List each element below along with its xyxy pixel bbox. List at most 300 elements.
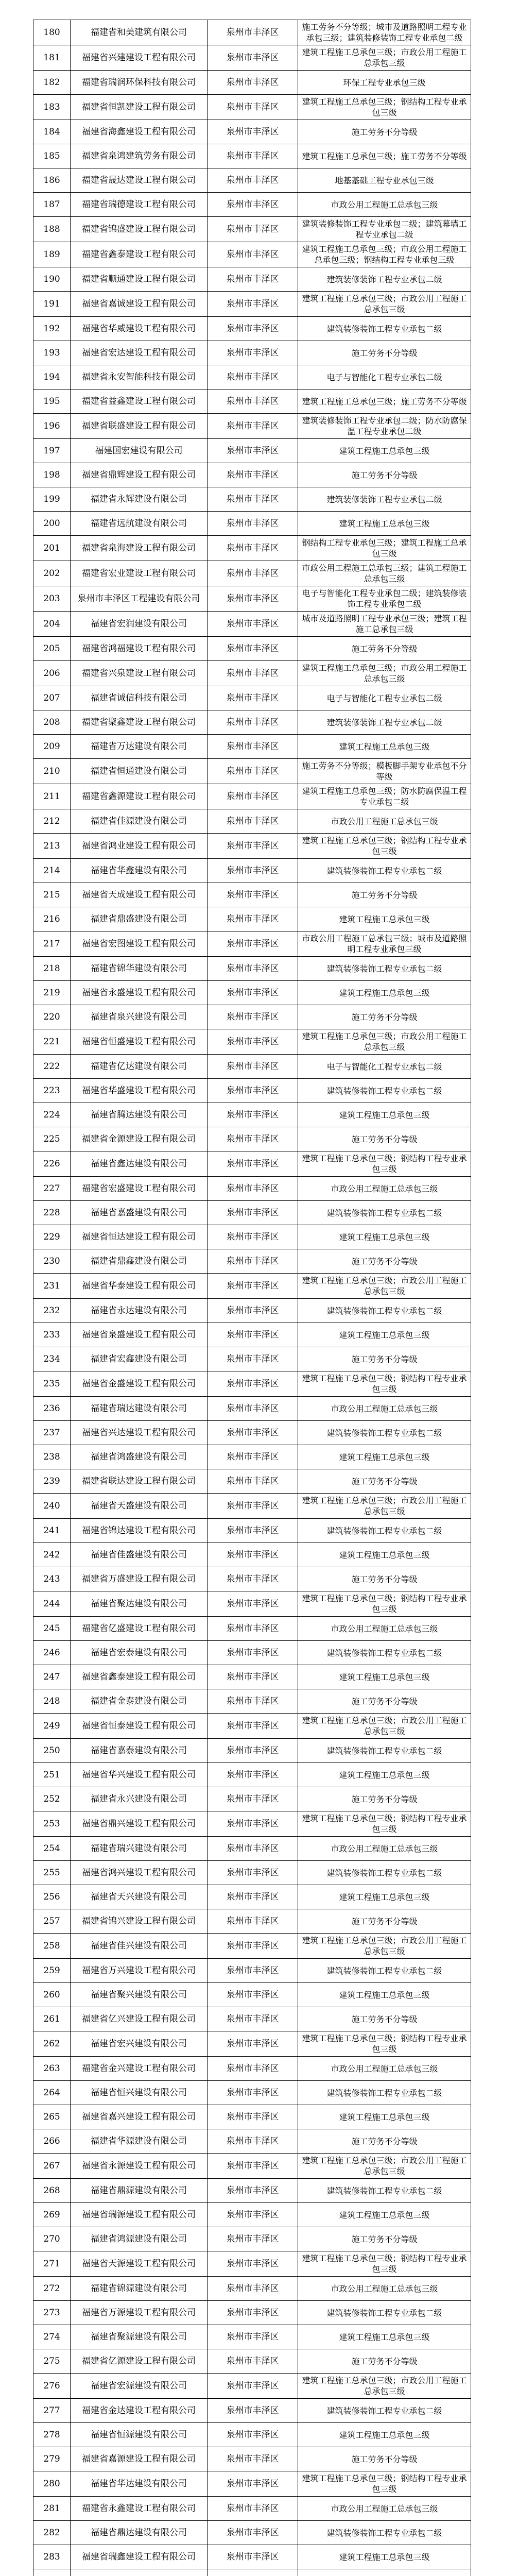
company-name: 福建省佳源建设有限公司	[71, 809, 208, 834]
row-number: 222	[33, 1055, 71, 1079]
table-row	[33, 120, 471, 144]
qualification-scope: 建筑工程施工总承包三级；市政公用工程施工总承包三级	[298, 45, 471, 71]
company-name: 福建省宏兴建设有限公司	[71, 2031, 208, 2057]
qualification-scope: 电子与智能化工程专业承包二级	[298, 365, 471, 389]
company-location: 泉州市丰泽区	[208, 1274, 298, 1299]
company-location: 泉州市丰泽区	[208, 536, 298, 561]
company-name: 福建省鼎兴建设工程有限公司	[71, 1811, 208, 1837]
qualification-scope	[298, 2569, 471, 2576]
row-number: 275	[33, 2349, 71, 2374]
row-number: 234	[33, 1347, 71, 1371]
qualification-scope: 建筑工程施工总承包三级；施工劳务不分等级	[298, 389, 471, 414]
row-number: 278	[33, 2423, 71, 2447]
company-name: 福建省嘉兴建设工程有限公司	[71, 2105, 208, 2129]
company-location: 泉州市丰泽区	[208, 463, 298, 487]
table-row	[33, 784, 471, 809]
table-row	[33, 561, 471, 586]
qualification-table	[33, 20, 471, 2576]
company-name: 福建省鼎鑫建设有限公司	[71, 1249, 208, 1274]
qualification-scope: 施工劳务不分等级	[298, 1567, 471, 1591]
table-row	[33, 612, 471, 637]
table-row	[33, 463, 471, 487]
qualification-scope: 建筑工程施工总承包三级；施工劳务不分等级	[298, 144, 471, 168]
qualification-scope: 施工劳务不分等级	[298, 341, 471, 365]
qualification-scope: 建筑工程施工总承包三级	[298, 1103, 471, 1127]
company-location: 泉州市丰泽区	[208, 1909, 298, 1934]
table-row	[33, 637, 471, 661]
table-row	[33, 1029, 471, 1055]
row-number: 213	[33, 834, 71, 859]
row-number: 251	[33, 1763, 71, 1787]
company-name: 福建省诚信科技有限公司	[71, 686, 208, 710]
qualification-scope: 建筑工程施工总承包三级；市政公用工程施工总承包三级	[298, 292, 471, 317]
table-row	[33, 1445, 471, 1469]
company-name: 福建省金泰建设有限公司	[71, 1689, 208, 1714]
row-number: 210	[33, 759, 71, 784]
row-number: 205	[33, 637, 71, 661]
qualification-scope: 建筑装修装饰工程专业承包二级	[298, 1519, 471, 1543]
qualification-scope: 建筑装修装饰工程专业承包二级	[298, 2301, 471, 2325]
row-number: 221	[33, 1029, 71, 1055]
company-location: 泉州市丰泽区	[208, 1763, 298, 1787]
row-number: 269	[33, 2203, 71, 2227]
table-row	[33, 834, 471, 859]
company-name	[71, 2569, 208, 2576]
company-location: 泉州市丰泽区	[208, 2251, 298, 2277]
qualification-scope: 市政公用工程施工总承包三级	[298, 1397, 471, 1421]
row-number: 212	[33, 809, 71, 834]
qualification-scope: 建筑工程施工总承包三级；市政公用工程施工总承包三级	[298, 2374, 471, 2399]
row-number: 189	[33, 242, 71, 267]
table-row	[33, 1787, 471, 1811]
company-location: 泉州市丰泽区	[208, 2471, 298, 2497]
table-row	[33, 2179, 471, 2203]
company-location: 泉州市丰泽区	[208, 414, 298, 439]
company-name: 福建省佳兴建设有限公司	[71, 1934, 208, 1959]
qualification-scope: 施工劳务不分等级；模板脚手架专业承包不分等级	[298, 759, 471, 784]
qualification-scope: 建筑工程施工总承包三级；市政公用工程施工总承包三级	[298, 1274, 471, 1299]
qualification-scope: 城市及道路照明工程专业承包三级；建筑工程施工总承包三级	[298, 612, 471, 637]
company-name: 福建省鸿福建设工程有限公司	[71, 637, 208, 661]
company-location	[208, 2569, 298, 2576]
qualification-scope: 施工劳务不分等级；城市及道路照明工程专业承包三级；建筑装修装饰工程专业承包二级	[298, 20, 471, 45]
row-number: 242	[33, 1543, 71, 1567]
company-name: 福建省瑞鑫建设工程有限公司	[71, 2545, 208, 2569]
table-row	[33, 1421, 471, 1445]
row-number: 208	[33, 710, 71, 735]
company-location: 泉州市丰泽区	[208, 2301, 298, 2325]
company-name: 福建省华盛建设工程有限公司	[71, 1079, 208, 1103]
company-location: 泉州市丰泽区	[208, 1519, 298, 1543]
table-row	[33, 1909, 471, 1934]
company-location: 泉州市丰泽区	[208, 784, 298, 809]
company-name: 福建省永达建设有限公司	[71, 1299, 208, 1323]
qualification-scope: 建筑装修装饰工程专业承包二级	[298, 1861, 471, 1885]
row-number: 259	[33, 1959, 71, 1983]
company-name: 福建省联达建设工程有限公司	[71, 1469, 208, 1494]
table-row	[33, 1861, 471, 1885]
row-number: 227	[33, 1177, 71, 1201]
company-location: 泉州市丰泽区	[208, 1029, 298, 1055]
company-name: 福建省恒凯建设工程有限公司	[71, 95, 208, 120]
table-row	[33, 1665, 471, 1689]
row-number: 183	[33, 95, 71, 120]
row-number: 249	[33, 1714, 71, 1739]
row-number: 241	[33, 1519, 71, 1543]
company-location: 泉州市丰泽区	[208, 2081, 298, 2105]
table-row	[33, 2081, 471, 2105]
company-name: 福建省天成建设工程有限公司	[71, 883, 208, 907]
qualification-scope: 市政公用工程施工总承包三级；建筑工程施工总承包三级	[298, 561, 471, 586]
table-row	[33, 1249, 471, 1274]
table-row	[33, 341, 471, 365]
company-name: 福建省鑫泰建设工程有限公司	[71, 1665, 208, 1689]
qualification-scope: 建筑工程施工总承包三级	[298, 981, 471, 1005]
company-location: 泉州市丰泽区	[208, 1421, 298, 1445]
row-number: 203	[33, 586, 71, 612]
row-number: 187	[33, 193, 71, 217]
company-location: 泉州市丰泽区	[208, 907, 298, 931]
row-number: 281	[33, 2497, 71, 2521]
qualification-scope: 建筑工程施工总承包三级；市政公用工程施工总承包三级；钢结构工程专业承包三级	[298, 242, 471, 267]
row-number: 196	[33, 414, 71, 439]
company-location: 泉州市丰泽区	[208, 2277, 298, 2301]
qualification-scope: 市政公用工程施工总承包三级	[298, 2057, 471, 2081]
qualification-scope: 建筑工程施工总承包三级	[298, 1763, 471, 1787]
company-name: 福建省鑫源建设工程有限公司	[71, 784, 208, 809]
company-name: 福建省嘉源建设工程有限公司	[71, 2447, 208, 2471]
table-row	[33, 2057, 471, 2081]
company-location: 泉州市丰泽区	[208, 1371, 298, 1397]
company-name: 福建省金达建设工程有限公司	[71, 2399, 208, 2423]
qualification-scope: 建筑工程施工总承包三级	[298, 1323, 471, 1347]
table-row	[33, 2349, 471, 2374]
row-number: 217	[33, 931, 71, 957]
company-location: 泉州市丰泽区	[208, 637, 298, 661]
table-row	[33, 2374, 471, 2399]
table-row	[33, 2129, 471, 2154]
table-row	[33, 2521, 471, 2545]
company-location: 泉州市丰泽区	[208, 1494, 298, 1519]
company-name: 福建省亿源建设工程有限公司	[71, 2349, 208, 2374]
company-location: 泉州市丰泽区	[208, 661, 298, 686]
company-location: 泉州市丰泽区	[208, 859, 298, 883]
row-number: 190	[33, 267, 71, 292]
qualification-scope: 施工劳务不分等级	[298, 883, 471, 907]
table-row	[33, 144, 471, 168]
table-row	[33, 365, 471, 389]
company-location: 泉州市丰泽区	[208, 95, 298, 120]
company-location: 泉州市丰泽区	[208, 2057, 298, 2081]
company-name: 福建省华兴建设工程有限公司	[71, 1763, 208, 1787]
row-number: 225	[33, 1127, 71, 1151]
table-row	[33, 292, 471, 317]
company-location: 泉州市丰泽区	[208, 1591, 298, 1617]
qualification-scope: 建筑装修装饰工程专业承包二级	[298, 710, 471, 735]
table-row	[33, 1055, 471, 1079]
qualification-scope: 建筑工程施工总承包三级；市政公用工程施工总承包三级	[298, 1714, 471, 1739]
company-location: 泉州市丰泽区	[208, 2447, 298, 2471]
company-name: 福建省恒达建设工程有限公司	[71, 1225, 208, 1249]
company-location: 泉州市丰泽区	[208, 242, 298, 267]
table-row	[33, 883, 471, 907]
company-location: 泉州市丰泽区	[208, 2545, 298, 2569]
company-location: 泉州市丰泽区	[208, 586, 298, 612]
company-name: 福建省瑞达建设有限公司	[71, 1397, 208, 1421]
row-number: 272	[33, 2277, 71, 2301]
company-location: 泉州市丰泽区	[208, 1739, 298, 1763]
row-number: 273	[33, 2301, 71, 2325]
company-name: 福建省泉盛建设工程有限公司	[71, 1323, 208, 1347]
company-name: 福建省永安智能科技有限公司	[71, 365, 208, 389]
table-row	[33, 957, 471, 981]
company-location: 泉州市丰泽区	[208, 981, 298, 1005]
qualification-scope: 建筑工程施工总承包三级；钢结构工程专业承包三级	[298, 1151, 471, 1177]
qualification-scope: 建筑装修装饰工程专业承包二级	[298, 859, 471, 883]
qualification-scope: 建筑工程施工总承包三级；钢结构工程专业承包三级	[298, 1591, 471, 1617]
company-location: 泉州市丰泽区	[208, 144, 298, 168]
row-number: 260	[33, 1983, 71, 2007]
company-name: 福建省锦源建设有限公司	[71, 2277, 208, 2301]
qualification-scope: 市政公用工程施工总承包三级；城市及道路照明工程专业承包三级	[298, 931, 471, 957]
qualification-scope: 建筑装修装饰工程专业承包二级	[298, 2521, 471, 2545]
company-location: 泉州市丰泽区	[208, 2349, 298, 2374]
row-number: 239	[33, 1469, 71, 1494]
row-number: 215	[33, 883, 71, 907]
qualification-scope: 施工劳务不分等级	[298, 1005, 471, 1029]
table-row	[33, 1005, 471, 1029]
company-location: 泉州市丰泽区	[208, 1959, 298, 1983]
company-location: 泉州市丰泽区	[208, 2154, 298, 2179]
row-number: 270	[33, 2227, 71, 2251]
qualification-scope: 施工劳务不分等级	[298, 2129, 471, 2154]
row-number	[33, 2569, 71, 2576]
company-name: 福建省鸿业建设工程有限公司	[71, 834, 208, 859]
company-location: 泉州市丰泽区	[208, 1249, 298, 1274]
row-number: 231	[33, 1274, 71, 1299]
table-row	[33, 2447, 471, 2471]
table-body	[33, 20, 471, 2576]
row-number: 207	[33, 686, 71, 710]
table-row	[33, 1959, 471, 1983]
company-location: 泉州市丰泽区	[208, 710, 298, 735]
company-location: 泉州市丰泽区	[208, 2203, 298, 2227]
row-number: 197	[33, 439, 71, 463]
qualification-scope: 地基基础工程专业承包三级	[298, 168, 471, 193]
qualification-scope: 施工劳务不分等级	[298, 1689, 471, 1714]
company-location: 泉州市丰泽区	[208, 1811, 298, 1837]
row-number: 218	[33, 957, 71, 981]
table-row	[33, 217, 471, 242]
company-name: 福建省永鑫建设工程有限公司	[71, 2497, 208, 2521]
table-row	[33, 907, 471, 931]
table-row	[33, 1127, 471, 1151]
row-number: 182	[33, 71, 71, 95]
qualification-scope: 建筑工程施工总承包三级	[298, 2203, 471, 2227]
company-location: 泉州市丰泽区	[208, 1127, 298, 1151]
table-row	[33, 586, 471, 612]
qualification-scope: 建筑工程施工总承包三级；钢结构工程专业承包三级	[298, 2251, 471, 2277]
qualification-scope: 施工劳务不分等级	[298, 463, 471, 487]
qualification-scope: 建筑工程施工总承包三级	[298, 735, 471, 759]
company-name: 福建省泉兴建设有限公司	[71, 1005, 208, 1029]
qualification-scope: 施工劳务不分等级	[298, 2227, 471, 2251]
company-location: 泉州市丰泽区	[208, 1445, 298, 1469]
company-name: 福建省恒泰建设工程有限公司	[71, 1714, 208, 1739]
row-number: 181	[33, 45, 71, 71]
qualification-scope: 建筑工程施工总承包三级；市政公用工程施工总承包三级	[298, 1934, 471, 1959]
company-location: 泉州市丰泽区	[208, 1055, 298, 1079]
qualification-scope: 建筑装修装饰工程专业承包二级	[298, 317, 471, 341]
company-location: 泉州市丰泽区	[208, 317, 298, 341]
qualification-scope: 建筑装修装饰工程专业承包二级；防水防腐保温工程专业承包二级	[298, 414, 471, 439]
row-number: 223	[33, 1079, 71, 1103]
table-row	[33, 1739, 471, 1763]
row-number: 258	[33, 1934, 71, 1959]
company-location: 泉州市丰泽区	[208, 2374, 298, 2399]
qualification-scope: 建筑装修装饰工程专业承包二级	[298, 957, 471, 981]
company-name: 福建省鸿盛建设有限公司	[71, 1445, 208, 1469]
table-row	[33, 931, 471, 957]
company-name: 福建省鑫泰建设工程有限公司	[71, 242, 208, 267]
row-number: 204	[33, 612, 71, 637]
company-location: 泉州市丰泽区	[208, 1323, 298, 1347]
company-location: 泉州市丰泽区	[208, 487, 298, 512]
row-number: 235	[33, 1371, 71, 1397]
company-name: 福建省恒兴建设有限公司	[71, 2081, 208, 2105]
table-row	[33, 2497, 471, 2521]
table-row	[33, 2007, 471, 2031]
row-number: 282	[33, 2521, 71, 2545]
company-name: 福建省宏盛建设工程有限公司	[71, 1177, 208, 1201]
row-number: 226	[33, 1151, 71, 1177]
company-name: 福建省瑞源建设工程有限公司	[71, 2203, 208, 2227]
company-name: 福建省金源建设工程有限公司	[71, 1127, 208, 1151]
qualification-scope: 建筑装修装饰工程专业承包二级	[298, 487, 471, 512]
table-row	[33, 1177, 471, 1201]
row-number: 211	[33, 784, 71, 809]
company-location: 泉州市丰泽区	[208, 612, 298, 637]
company-location: 泉州市丰泽区	[208, 1151, 298, 1177]
company-name: 福建省天盛建设有限公司	[71, 1494, 208, 1519]
qualification-scope: 建筑工程施工总承包三级；市政公用工程施工总承包三级	[298, 2154, 471, 2179]
table-row	[33, 193, 471, 217]
qualification-scope: 建筑工程施工总承包三级	[298, 1665, 471, 1689]
table-row	[33, 317, 471, 341]
row-number: 263	[33, 2057, 71, 2081]
row-number: 216	[33, 907, 71, 931]
row-number: 265	[33, 2105, 71, 2129]
qualification-scope: 建筑工程施工总承包三级；市政公用工程施工总承包三级	[298, 1494, 471, 1519]
qualification-scope: 施工劳务不分等级	[298, 2447, 471, 2471]
table-row	[33, 1689, 471, 1714]
table-row	[33, 512, 471, 536]
company-name: 福建省鸿源建设有限公司	[71, 2227, 208, 2251]
qualification-scope: 市政公用工程施工总承包三级	[298, 2497, 471, 2521]
company-name: 福建省瑞兴建设有限公司	[71, 1837, 208, 1861]
qualification-scope: 建筑工程施工总承包三级	[298, 2423, 471, 2447]
company-name: 福建省宏达建设工程有限公司	[71, 341, 208, 365]
row-number: 268	[33, 2179, 71, 2203]
qualification-scope: 建筑工程施工总承包三级；市政公用工程施工总承包三级	[298, 661, 471, 686]
company-location: 泉州市丰泽区	[208, 1714, 298, 1739]
company-name: 福建省恒通建设有限公司	[71, 759, 208, 784]
table-row	[33, 1714, 471, 1739]
table-row	[33, 2277, 471, 2301]
company-name: 福建省聚兴建设有限公司	[71, 1983, 208, 2007]
company-name: 福建省亿兴建设工程有限公司	[71, 2007, 208, 2031]
row-number: 254	[33, 1837, 71, 1861]
company-name: 福建省聚鑫建设工程有限公司	[71, 710, 208, 735]
row-number: 233	[33, 1323, 71, 1347]
company-name: 福建省永辉建设有限公司	[71, 487, 208, 512]
table-row	[33, 2203, 471, 2227]
qualification-scope: 建筑工程施工总承包三级	[298, 1885, 471, 1909]
company-location: 泉州市丰泽区	[208, 2325, 298, 2349]
qualification-scope: 施工劳务不分等级	[298, 120, 471, 144]
row-number: 224	[33, 1103, 71, 1127]
company-location: 泉州市丰泽区	[208, 1861, 298, 1885]
qualification-scope: 钢结构工程专业承包三级；建筑工程施工总承包三级	[298, 536, 471, 561]
company-location: 泉州市丰泽区	[208, 834, 298, 859]
row-number: 264	[33, 2081, 71, 2105]
company-name: 福建省万源建设工程有限公司	[71, 2301, 208, 2325]
row-number: 257	[33, 1909, 71, 1934]
row-number: 283	[33, 2545, 71, 2569]
qualification-scope: 市政公用工程施工总承包三级	[298, 2277, 471, 2301]
qualification-scope: 施工劳务不分等级	[298, 1347, 471, 1371]
company-name: 福建省嘉盛建设有限公司	[71, 1201, 208, 1225]
table-row	[33, 1201, 471, 1225]
company-location: 泉州市丰泽区	[208, 957, 298, 981]
company-name: 福建省和美建筑有限公司	[71, 20, 208, 45]
table-row	[33, 1397, 471, 1421]
company-name: 福建省鼎达建设有限公司	[71, 2521, 208, 2545]
table-row	[33, 1079, 471, 1103]
row-number: 252	[33, 1787, 71, 1811]
company-name: 福建省佳盛建设有限公司	[71, 1543, 208, 1567]
row-number: 193	[33, 341, 71, 365]
company-name: 福建省泉鸿建筑劳务有限公司	[71, 144, 208, 168]
row-number: 191	[33, 292, 71, 317]
company-location: 泉州市丰泽区	[208, 2423, 298, 2447]
company-location: 泉州市丰泽区	[208, 1469, 298, 1494]
table-row	[33, 2399, 471, 2423]
qualification-scope: 建筑工程施工总承包三级	[298, 2105, 471, 2129]
qualification-scope: 建筑工程施工总承包三级；钢结构工程专业承包三级	[298, 834, 471, 859]
qualification-scope: 建筑工程施工总承包三级	[298, 2545, 471, 2569]
qualification-scope: 建筑工程施工总承包三级	[298, 512, 471, 536]
table-row	[33, 1983, 471, 2007]
table-row	[33, 1225, 471, 1249]
company-name: 福建省金兴建设工程有限公司	[71, 2057, 208, 2081]
company-name: 福建省兴达建设工程有限公司	[71, 1421, 208, 1445]
qualification-scope: 建筑装修装饰工程专业承包二级	[298, 2399, 471, 2423]
company-location: 泉州市丰泽区	[208, 2007, 298, 2031]
company-name: 福建省华鑫建设有限公司	[71, 859, 208, 883]
qualification-scope: 建筑装修装饰工程专业承包二级	[298, 1641, 471, 1665]
company-name: 福建省鑫达建设有限公司	[71, 1151, 208, 1177]
table-row	[33, 2545, 471, 2569]
company-name: 福建省华源建设有限公司	[71, 2129, 208, 2154]
table-row	[33, 1567, 471, 1591]
table-row	[33, 95, 471, 120]
company-name: 福建省联盛建设工程有限公司	[71, 414, 208, 439]
row-number: 214	[33, 859, 71, 883]
row-number: 266	[33, 2129, 71, 2154]
table-row	[33, 809, 471, 834]
table-row	[33, 487, 471, 512]
